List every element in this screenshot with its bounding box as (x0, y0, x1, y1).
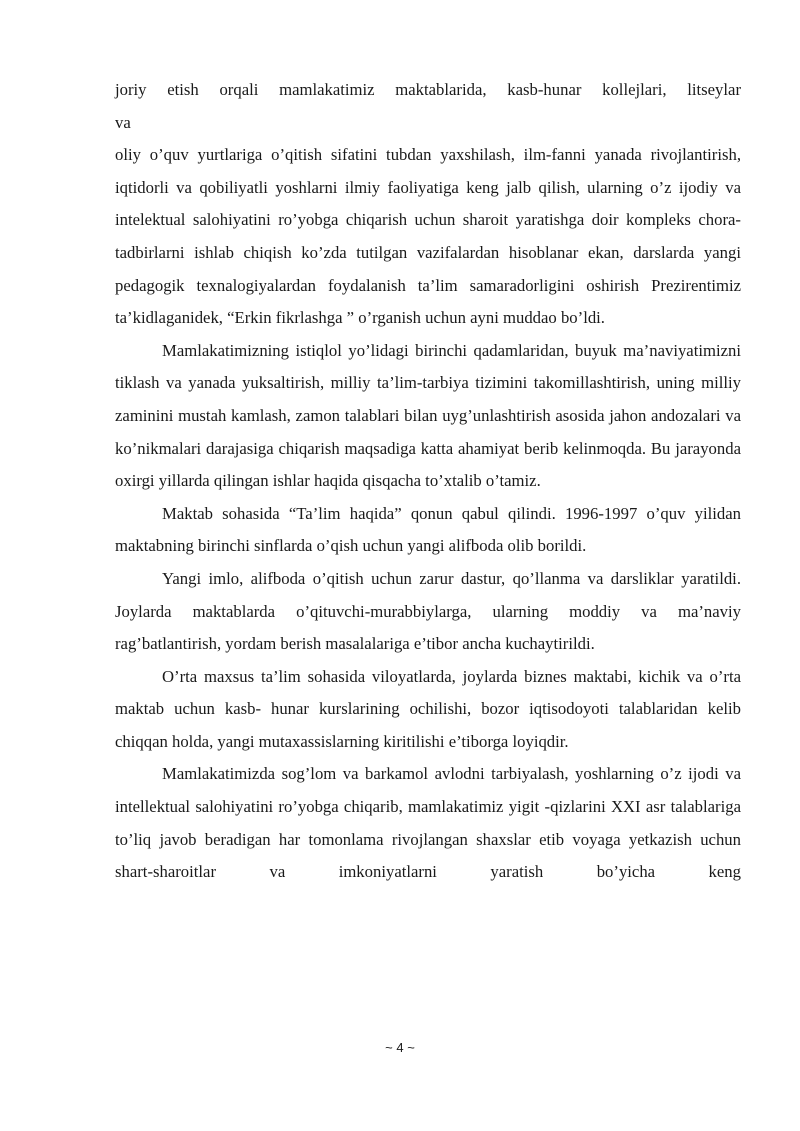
paragraph-6: Mamlakatimizda sog’lom va barkamol avlodni tarbiyalash, yoshlarning o’z ijodi va intellektual salohiyatini ro’yobga chiqarib, mamlakatimiz yigit -qizlarini XXI asr talablariga to’liq javob beradigan har tomonlama rivojlangan shaxslar etib voyaga yetkazish uchun shart-sharoitlar va imkoniyatlarni yaratish bo’yicha keng (115, 764, 741, 882)
document-body (115, 74, 741, 889)
paragraph-1-continuation: oliy o’quv yurtlariga o’qitish sifatini tubdan yaxshilash, ilm-fanni yanada rivojlantirish, iqtidorli va qobiliyatli yoshlarni ilmiy faoliyatiga keng jalb qilish, ularning o’z ijodiy va intelektual salohiyatini ro’yobga chiqarish uchun sharoit yaratishga doir kompleks chora-tadbirlarni ishlab chiqish ko’zda tutilgan vazifalardan hisoblanar ekan, darslarda yangi pedagogik texnalogiyalardan foydalanish ta’lim samaradorligini oshirish Prezirentimiz ta’kidlaganidek, “Erkin fikrlashga ” o’rganish uchun ayni muddao bo’ldi. (115, 145, 741, 328)
paragraph-1-line-2: va (115, 112, 131, 132)
paragraph-2: Mamlakatimizning istiqlol yo’lidagi birinchi qadamlaridan, buyuk ma’naviyatimizni tiklash va yanada yuksaltirish, milliy ta’lim-tarbiya tizimini takomillashtirish, uning milliy zaminini mustah kamlash, zamon talablari bilan uyg’unlashtirish asosida jahon andozalari va ko’nikmalari darajasiga chiqarish maqsadiga katta ahamiyat berib kelinmoqda. Bu jarayonda oxirgi yillarda qilingan ishlar haqida qisqacha to’xtalib o’tamiz. (115, 340, 741, 491)
paragraph-1-line-1: joriy etish orqali mamlakatimiz maktablarida, kasb-hunar kollejlari, litseylar (115, 80, 741, 99)
paragraph-5: O’rta maxsus ta’lim sohasida viloyatlarda, joylarda biznes maktabi, kichik va o’rta maktab uchun kasb- hunar kurslarining ochilishi, bozor iqtisodoyoti talablaridan kelib chiqqan holda, yangi mutaxassislarning kiritilishi e’tiborga loyiqdir. (115, 666, 741, 751)
paragraph-3: Maktab sohasida “Ta’lim haqida” qonun qabul qilindi. 1996-1997 o’quv yilidan maktabning birinchi sinflarda o’qish uchun yangi alifboda olib borildi. (115, 503, 741, 556)
page-number: ~ 4 ~ (385, 1040, 415, 1055)
paragraph-4: Yangi imlo, alifboda o’qitish uchun zarur dastur, qo’llanma va darsliklar yaratildi. Joylarda maktablarda o’qituvchi-murabbiylarga, ularning moddiy va ma’naviy rag’batlantirish, yordam berish masalalariga e’tibor ancha kuchaytirildi. (115, 568, 741, 654)
